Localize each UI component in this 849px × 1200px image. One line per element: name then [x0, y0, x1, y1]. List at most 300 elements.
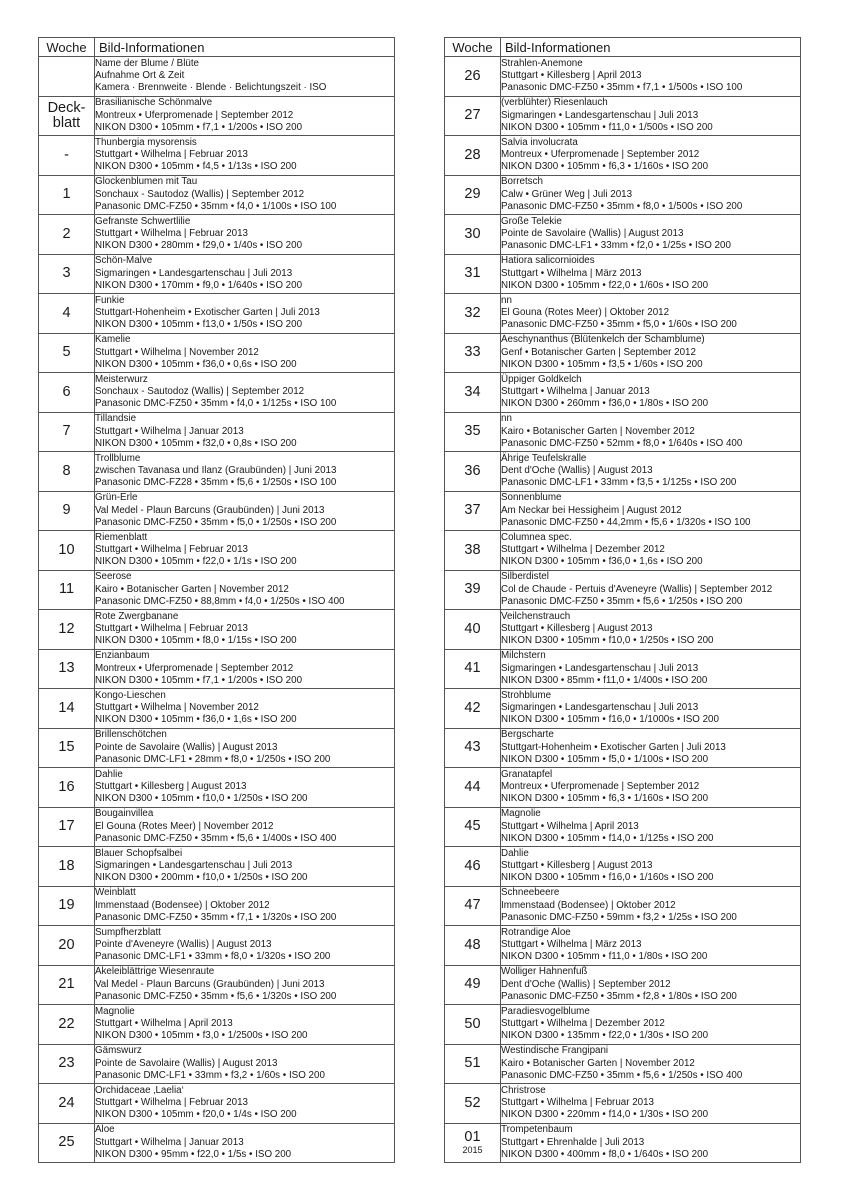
image-info [95, 531, 395, 571]
week-number-value: 10 [58, 541, 75, 558]
image-info [501, 1044, 801, 1084]
header-row [39, 38, 395, 57]
camera-settings: Panasonic DMC-FZ50 • 35mm • f5,6 • 1/250s • ISO 200 [501, 595, 743, 607]
week-number-value: 44 [464, 778, 481, 795]
camera-settings: NIKON D300 • 105mm • f11,0 • 1/500s • ISO 200 [501, 121, 713, 133]
table-row [445, 886, 801, 926]
week-number-value: 35 [464, 423, 481, 440]
camera-settings: NIKON D300 • 400mm • f8,0 • 1/640s • ISO 200 [501, 1148, 709, 1160]
week-number [445, 57, 501, 97]
week-number [445, 452, 501, 492]
table-row [39, 491, 395, 531]
location-date: Stuttgart • Wilhelma | November 2012 [95, 346, 259, 358]
image-info [95, 728, 395, 768]
week-number [39, 728, 95, 768]
image-info [95, 1084, 395, 1124]
image-info [501, 373, 801, 413]
camera-settings: Panasonic DMC-FZ50 • 88,8mm • f4,0 • 1/250s • ISO 400 [95, 595, 345, 607]
week-number [39, 1005, 95, 1045]
flower-name: Schön-Malve [95, 255, 153, 267]
image-info [501, 728, 801, 768]
week-number-value: 01 [464, 1128, 481, 1145]
week-number-value: 23 [58, 1055, 75, 1072]
camera-settings: Panasonic DMC-LF1 • 33mm • f3,2 • 1/60s • ISO 200 [95, 1069, 325, 1081]
week-number [445, 215, 501, 255]
flower-name: Veilchenstrauch [501, 610, 571, 622]
week-number [445, 768, 501, 808]
table-row [445, 215, 801, 255]
image-info [501, 1084, 801, 1124]
week-number [445, 807, 501, 847]
image-info [95, 412, 395, 452]
table-row [445, 373, 801, 413]
flower-name: Dahlie [95, 768, 123, 780]
location-date: Immenstaad (Bodensee) | Oktober 2012 [95, 899, 270, 911]
flower-name: Weinblatt [95, 887, 136, 899]
week-number-value: 52 [464, 1094, 481, 1111]
week-number [445, 96, 501, 136]
image-info [501, 807, 801, 847]
week-number-value: 28 [464, 146, 481, 163]
week-number-value: 27 [464, 107, 481, 124]
flower-name: nn [501, 413, 512, 425]
image-info [95, 649, 395, 689]
week-number [445, 570, 501, 610]
flower-name: Meisterwurz [95, 373, 148, 385]
week-number [39, 570, 95, 610]
table-row [39, 926, 395, 966]
week-number [39, 768, 95, 808]
image-info [95, 57, 395, 97]
image-info [501, 175, 801, 215]
week-number [39, 57, 95, 97]
flower-name: Sumpfherzblatt [95, 926, 161, 938]
image-info [501, 965, 801, 1005]
week-number [445, 136, 501, 176]
flower-name: Orchidaceae ‚Laelia‘ [95, 1084, 184, 1096]
image-info [501, 57, 801, 97]
camera-settings: Panasonic DMC-FZ50 • 35mm • f5,6 • 1/320s • ISO 200 [95, 990, 337, 1002]
image-info [95, 96, 395, 136]
location-date: Stuttgart • Wilhelma | Januar 2013 [95, 1136, 244, 1148]
table-row [39, 412, 395, 452]
location-date: Calw • Grüner Weg | Juli 2013 [501, 188, 633, 200]
table-row [445, 96, 801, 136]
week-number [445, 926, 501, 966]
table-row [445, 136, 801, 176]
header-row [445, 38, 801, 57]
flower-name: Thunbergia mysorensis [95, 136, 197, 148]
location-date: Montreux • Uferpromenade | September 2012 [95, 662, 294, 674]
camera-settings: NIKON D300 • 95mm • f22,0 • 1/5s • ISO 200 [95, 1148, 292, 1160]
week-number-value: 1 [62, 186, 71, 203]
location-date: Dent d'Oche (Wallis) | September 2012 [501, 978, 671, 990]
week-number-value: 2 [62, 225, 71, 242]
camera-settings: NIKON D300 • 105mm • f13,0 • 1/50s • ISO 200 [95, 319, 303, 331]
location-date: Stuttgart • Wilhelma | März 2013 [501, 939, 642, 951]
week-number-value: 43 [464, 739, 481, 756]
flower-name: Rotrandige Aloe [501, 926, 571, 938]
flower-name: Christrose [501, 1084, 546, 1096]
camera-settings: Panasonic DMC-LF1 • 28mm • f8,0 • 1/250s • ISO 200 [95, 753, 331, 765]
camera-settings: Panasonic DMC-FZ50 • 35mm • f4,0 • 1/100s • ISO 100 [95, 200, 337, 212]
flower-name: Funkie [95, 294, 125, 306]
table-row [445, 689, 801, 729]
info-header: Bild-Informationen [501, 38, 801, 57]
flower-name: Rote Zwergbanane [95, 610, 179, 622]
week-number-value: 17 [58, 818, 75, 835]
flower-name: Westindische Frangipani [501, 1045, 609, 1057]
flower-name: Trompetenbaum [501, 1124, 573, 1136]
flower-name: Salvia involucrata [501, 136, 578, 148]
right-table [444, 37, 801, 1163]
camera-settings: Panasonic DMC-FZ50 • 35mm • f5,0 • 1/250s • ISO 200 [95, 516, 337, 528]
week-number-value: 3 [62, 265, 71, 282]
location-date: Dent d'Oche (Wallis) | August 2013 [501, 465, 653, 477]
location-date: Sonchaux - Sautodoz (Wallis) | September 2012 [95, 386, 305, 398]
week-number-value: 31 [464, 265, 481, 282]
table-row [39, 807, 395, 847]
left-table [38, 37, 395, 1163]
week-number-value: 37 [464, 502, 481, 519]
week-number [445, 333, 501, 373]
week-number-value: 30 [464, 225, 481, 242]
location-date: Montreux • Uferpromenade | September 2012 [501, 149, 700, 161]
week-number-value: 19 [58, 897, 75, 914]
table-row [39, 570, 395, 610]
table-row [39, 847, 395, 887]
camera-settings: Kamera · Brennweite · Blende · Belichtungszeit · ISO [95, 82, 327, 94]
table-row [39, 1123, 395, 1163]
location-date: Stuttgart • Wilhelma | März 2013 [501, 267, 642, 279]
week-number-value: 22 [58, 1015, 75, 1032]
week-number [445, 689, 501, 729]
week-number-value: 18 [58, 857, 75, 874]
camera-settings: NIKON D300 • 105mm • f7,1 • 1/200s • ISO 200 [95, 674, 303, 686]
flower-name: Milchstern [501, 650, 546, 662]
location-date: Stuttgart • Ehrenhalde | Juli 2013 [501, 1136, 645, 1148]
flower-name: Strahlen-Anemone [501, 57, 583, 69]
week-number [39, 491, 95, 531]
flower-name: Enzianbaum [95, 650, 150, 662]
week-number-value: 4 [62, 304, 71, 321]
week-number-value: 20 [58, 936, 75, 953]
camera-settings: NIKON D300 • 105mm • f22,0 • 1/60s • ISO 200 [501, 279, 709, 291]
camera-settings: NIKON D300 • 105mm • f16,0 • 1/1000s • ISO 200 [501, 714, 719, 726]
table-row [445, 452, 801, 492]
week-number [445, 412, 501, 452]
camera-settings: NIKON D300 • 105mm • f10,0 • 1/250s • ISO 200 [501, 635, 714, 647]
table-row [445, 531, 801, 571]
table-row [445, 965, 801, 1005]
image-info [501, 294, 801, 334]
camera-settings: NIKON D300 • 105mm • f32,0 • 0,8s • ISO 200 [95, 437, 297, 449]
table-row [445, 412, 801, 452]
table-row [39, 215, 395, 255]
image-info [501, 254, 801, 294]
week-number [39, 96, 95, 136]
week-number-value: 26 [464, 67, 481, 84]
week-number-value: 7 [62, 423, 71, 440]
week-number [445, 1005, 501, 1045]
image-info [95, 610, 395, 650]
camera-settings: NIKON D300 • 200mm • f10,0 • 1/250s • ISO 200 [95, 872, 308, 884]
table-row [39, 333, 395, 373]
week-number [39, 886, 95, 926]
camera-settings: NIKON D300 • 105mm • f36,0 • 1,6s • ISO 200 [95, 714, 297, 726]
image-info [501, 333, 801, 373]
location-date: Pointe d'Aveneyre (Wallis) | August 2013 [95, 939, 272, 951]
flower-name: Kamelie [95, 334, 131, 346]
week-number [445, 847, 501, 887]
table-row [445, 926, 801, 966]
camera-settings: NIKON D300 • 280mm • f29,0 • 1/40s • ISO 200 [95, 240, 303, 252]
location-date: Sigmaringen • Landesgartenschau | Juli 2013 [95, 267, 293, 279]
location-date: Col de Chaude - Pertuis d'Aveneyre (Wallis) | September 2012 [501, 583, 773, 595]
image-info [95, 373, 395, 413]
week-number-value: 40 [464, 620, 481, 637]
table-row [445, 1084, 801, 1124]
image-info [501, 96, 801, 136]
week-number-value: - [64, 146, 69, 163]
week-number-value: 32 [464, 304, 481, 321]
week-number [39, 452, 95, 492]
table-row [39, 1005, 395, 1045]
week-number [39, 373, 95, 413]
week-number-value: 48 [464, 936, 481, 953]
week-number [445, 491, 501, 531]
location-date: Pointe de Savolaire (Wallis) | August 2013 [95, 1057, 278, 1069]
flower-name: Große Telekie [501, 215, 562, 227]
week-number [445, 294, 501, 334]
table-row [445, 570, 801, 610]
location-date: Val Medel - Plaun Barcuns (Graubünden) | Juni 2013 [95, 978, 325, 990]
week-header: Woche [445, 38, 501, 57]
image-info [95, 136, 395, 176]
week-number [445, 1044, 501, 1084]
week-year: 2015 [462, 1145, 483, 1156]
location-date: Stuttgart • Wilhelma | April 2013 [95, 1018, 233, 1030]
image-info [501, 570, 801, 610]
image-info [501, 452, 801, 492]
location-date: Stuttgart • Killesberg | August 2013 [501, 860, 653, 872]
flower-name: Gämswurz [95, 1045, 142, 1057]
image-info [95, 254, 395, 294]
flower-name: Trollblume [95, 452, 141, 464]
image-info [95, 847, 395, 887]
camera-settings: NIKON D300 • 105mm • f20,0 • 1/4s • ISO 200 [95, 1109, 297, 1121]
image-info [501, 1005, 801, 1045]
week-number-value: 51 [464, 1055, 481, 1072]
image-info [501, 491, 801, 531]
image-info [95, 215, 395, 255]
table-row [39, 531, 395, 571]
flower-name: Kongo-Lieschen [95, 689, 166, 701]
location-date: Stuttgart • Wilhelma | Januar 2013 [501, 386, 650, 398]
location-date: Genf • Botanischer Garten | September 2012 [501, 346, 696, 358]
flower-name: Aloe [95, 1124, 115, 1136]
table-row [445, 847, 801, 887]
table-row [445, 491, 801, 531]
table-row [445, 1123, 801, 1163]
flower-name: nn [501, 294, 512, 306]
table-row [445, 649, 801, 689]
camera-settings: Panasonic DMC-FZ50 • 44,2mm • f5,6 • 1/320s • ISO 100 [501, 516, 751, 528]
location-date: Montreux • Uferpromenade | September 2012 [95, 109, 294, 121]
image-info [95, 491, 395, 531]
week-number [445, 1084, 501, 1124]
week-number [39, 136, 95, 176]
flower-name: Borretsch [501, 176, 543, 188]
location-date: Sigmaringen • Landesgartenschau | Juli 2013 [95, 860, 293, 872]
table-row [445, 610, 801, 650]
flower-name: Paradiesvogelblume [501, 1005, 590, 1017]
info-header: Bild-Informationen [95, 38, 395, 57]
week-number [39, 1084, 95, 1124]
week-number [445, 728, 501, 768]
flower-name: Name der Blume / Blüte [95, 57, 200, 69]
image-info [95, 768, 395, 808]
flower-name: Riemenblatt [95, 531, 148, 543]
camera-settings: NIKON D300 • 105mm • f22,0 • 1/1s • ISO 200 [95, 556, 297, 568]
location-date: Montreux • Uferpromenade | September 2012 [501, 781, 700, 793]
camera-settings: Panasonic DMC-FZ50 • 35mm • f4,0 • 1/125s • ISO 100 [95, 398, 337, 410]
week-number [445, 254, 501, 294]
table-row [39, 1084, 395, 1124]
flower-name: Brillenschötchen [95, 729, 167, 741]
camera-settings: NIKON D300 • 105mm • f6,3 • 1/160s • ISO 200 [501, 793, 709, 805]
table-row [445, 57, 801, 97]
week-number [445, 531, 501, 571]
flower-name: Üppiger Goldkelch [501, 373, 582, 385]
week-number-value: 29 [464, 186, 481, 203]
location-date: Aufnahme Ort & Zeit [95, 70, 185, 82]
camera-settings: NIKON D300 • 105mm • f10,0 • 1/250s • ISO 200 [95, 793, 308, 805]
location-date: Stuttgart • Wilhelma | Februar 2013 [95, 149, 248, 161]
camera-settings: NIKON D300 • 170mm • f9,0 • 1/640s • ISO 200 [95, 279, 303, 291]
camera-settings: NIKON D300 • 105mm • f8,0 • 1/15s • ISO 200 [95, 635, 297, 647]
camera-settings: NIKON D300 • 105mm • f11,0 • 1/80s • ISO 200 [501, 951, 708, 963]
camera-settings: Panasonic DMC-FZ50 • 52mm • f8,0 • 1/640s • ISO 400 [501, 437, 743, 449]
flower-name: Tillandsie [95, 413, 137, 425]
image-info [501, 926, 801, 966]
image-info [501, 531, 801, 571]
image-info [501, 215, 801, 255]
week-number-value: 39 [464, 581, 481, 598]
flower-name: Gefranste Schwertlilie [95, 215, 191, 227]
table-row [39, 96, 395, 136]
week-number-value: 45 [464, 818, 481, 835]
location-date: Am Neckar bei Hessigheim | August 2012 [501, 504, 682, 516]
week-number [39, 847, 95, 887]
image-info [95, 1044, 395, 1084]
table-row [39, 294, 395, 334]
week-number-value: 49 [464, 976, 481, 993]
table-row [39, 886, 395, 926]
image-info [501, 886, 801, 926]
camera-settings: NIKON D300 • 105mm • f5,0 • 1/100s • ISO 200 [501, 753, 709, 765]
week-number [39, 965, 95, 1005]
camera-settings: Panasonic DMC-FZ50 • 35mm • f5,6 • 1/250s • ISO 400 [501, 1069, 743, 1081]
left-table-body [39, 57, 395, 1163]
week-number-value: 24 [58, 1094, 75, 1111]
image-info [95, 570, 395, 610]
table-row [445, 728, 801, 768]
location-date: Pointe de Savolaire (Wallis) | August 2013 [501, 228, 684, 240]
week-number-value: 46 [464, 857, 481, 874]
week-number [39, 807, 95, 847]
table-row [445, 1044, 801, 1084]
camera-settings: Panasonic DMC-FZ50 • 35mm • f2,8 • 1/80s • ISO 200 [501, 990, 737, 1002]
week-number [39, 412, 95, 452]
camera-settings: Panasonic DMC-LF1 • 33mm • f3,5 • 1/125s • ISO 200 [501, 477, 737, 489]
week-number [39, 254, 95, 294]
week-number [39, 926, 95, 966]
table-row [445, 807, 801, 847]
flower-name: Ährige Teufelskralle [501, 452, 587, 464]
week-number-value: 11 [58, 581, 75, 598]
right-table-body [445, 57, 801, 1163]
week-number [445, 965, 501, 1005]
camera-settings: NIKON D300 • 220mm • f14,0 • 1/30s • ISO 200 [501, 1109, 709, 1121]
image-info [95, 886, 395, 926]
location-date: Val Medel - Plaun Barcuns (Graubünden) | Juni 2013 [95, 504, 325, 516]
flower-name: Columnea spec. [501, 531, 572, 543]
week-number-value: 34 [464, 383, 481, 400]
image-info [501, 412, 801, 452]
week-number [39, 689, 95, 729]
location-date: Stuttgart • Wilhelma | November 2012 [95, 702, 259, 714]
week-number-value: 47 [464, 897, 481, 914]
week-header: Woche [39, 38, 95, 57]
location-date: Stuttgart • Wilhelma | Februar 2013 [95, 228, 248, 240]
camera-settings: Panasonic DMC-LF1 • 33mm • f8,0 • 1/320s • ISO 200 [95, 951, 331, 963]
location-date: Sigmaringen • Landesgartenschau | Juli 2013 [501, 662, 699, 674]
week-number [445, 649, 501, 689]
camera-settings: NIKON D300 • 105mm • f6,3 • 1/160s • ISO 200 [501, 161, 709, 173]
week-number-value: 13 [58, 660, 75, 677]
week-number-value: 36 [464, 462, 481, 479]
week-number [445, 1123, 501, 1163]
camera-settings: NIKON D300 • 105mm • f14,0 • 1/125s • ISO 200 [501, 832, 714, 844]
week-number-value: 16 [58, 778, 75, 795]
flower-name: Brasilianische Schönmalve [95, 97, 213, 109]
image-info [95, 965, 395, 1005]
week-number [39, 649, 95, 689]
week-number-value: 50 [464, 1015, 481, 1032]
table-row [39, 452, 395, 492]
location-date: Stuttgart • Wilhelma | Januar 2013 [95, 425, 244, 437]
location-date: Stuttgart-Hohenheim • Exotischer Garten | Juli 2013 [501, 741, 726, 753]
camera-settings: Panasonic DMC-LF1 • 33mm • f2,0 • 1/25s • ISO 200 [501, 240, 731, 252]
location-date: Sonchaux - Sautodoz (Wallis) | September 2012 [95, 188, 305, 200]
week-number [445, 886, 501, 926]
image-info [95, 926, 395, 966]
flower-name: Blauer Schopfsalbei [95, 847, 183, 859]
location-date: Stuttgart • Killesberg | April 2013 [501, 70, 642, 82]
location-date: Pointe de Savolaire (Wallis) | August 2013 [95, 741, 278, 753]
week-number [445, 175, 501, 215]
week-number-value: 12 [58, 620, 75, 637]
table-row [39, 689, 395, 729]
table-row [39, 768, 395, 808]
flower-name: Hatiora salicornioides [501, 255, 595, 267]
location-date: Kairo • Botanischer Garten | November 2012 [501, 425, 695, 437]
camera-settings: NIKON D300 • 105mm • f3,0 • 1/2500s • ISO 200 [95, 1030, 308, 1042]
flower-name: Akeleiblättrige Wiesenraute [95, 966, 215, 978]
week-number [39, 1123, 95, 1163]
camera-settings: NIKON D300 • 105mm • f36,0 • 1,6s • ISO 200 [501, 556, 703, 568]
